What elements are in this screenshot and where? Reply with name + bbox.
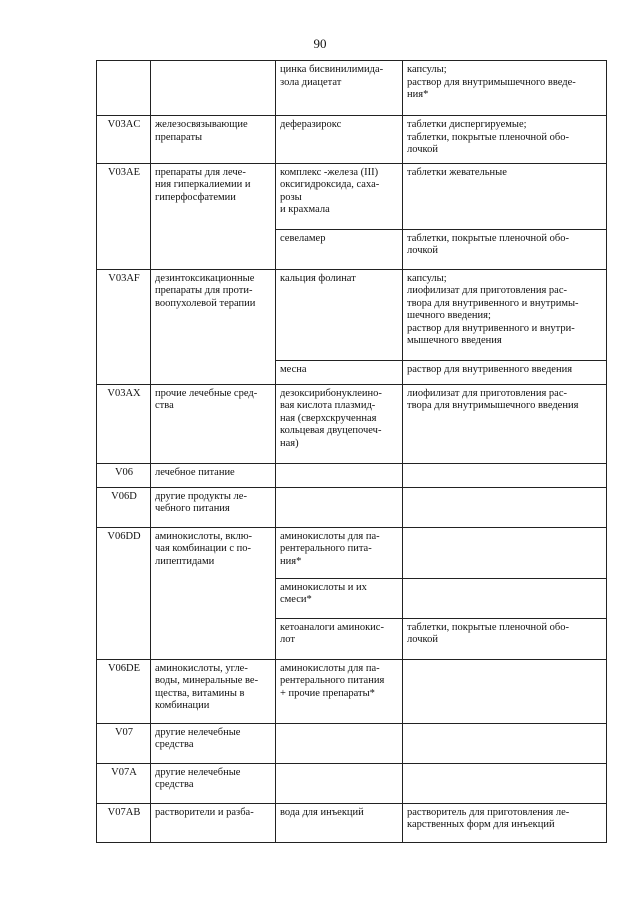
dosage-form-cell [403, 578, 607, 618]
dosage-form-cell [403, 763, 607, 803]
table-row [97, 61, 607, 116]
table-row [97, 723, 607, 763]
drug-name-cell: севеламер [276, 229, 403, 269]
dosage-form-cell: растворитель для приготовления ле- карственных форм для инъекций [403, 803, 607, 842]
atc-code-cell: V06DE [97, 659, 151, 723]
dosage-form-cell: капсулы; раствор для внутримышечного введе- ния* [403, 61, 607, 116]
drug-name-cell: аминокислоты для па- рентерального пита- ния* [276, 527, 403, 578]
table-row [97, 269, 607, 360]
group-cell: аминокислоты, вклю- чая комбинации с по- липептидами [151, 527, 276, 659]
group-cell: аминокислоты, угле- воды, минеральные ве- щества, витамины в комбинации [151, 659, 276, 723]
drug-name-cell: кальция фолинат [276, 269, 403, 360]
drug-name-cell [276, 463, 403, 487]
dosage-form-cell [403, 487, 607, 527]
atc-code-cell: V07A [97, 763, 151, 803]
group-cell: дезинтоксикационные препараты для проти- воопухолевой терапии [151, 269, 276, 384]
atc-code-cell: V07AB [97, 803, 151, 842]
atc-code-cell [97, 61, 151, 116]
atc-code-cell: V07 [97, 723, 151, 763]
drug-name-cell: цинка бисвинилимида- зола диацетат [276, 61, 403, 116]
table-row [97, 163, 607, 229]
drug-name-cell: вода для инъекций [276, 803, 403, 842]
atc-code-cell: V03AX [97, 384, 151, 463]
drug-name-cell: дезоксирибонуклеино- вая кислота плазмид- ная (сверхскрученная кольцевая двуцепочеч- ная) [276, 384, 403, 463]
drug-table [96, 60, 607, 843]
atc-code-cell: V03AF [97, 269, 151, 384]
table-row [97, 116, 607, 164]
table-row [97, 527, 607, 578]
group-cell: другие нелечебные средства [151, 763, 276, 803]
drug-name-cell: деферазирокс [276, 116, 403, 164]
dosage-form-cell: таблетки, покрытые пленочной обо- лочкой [403, 618, 607, 659]
group-cell [151, 61, 276, 116]
dosage-form-cell: капсулы; лиофилизат для приготовления рас- твора для внутривенного и внутримы- шечного введения; раствор для внутривенного и внутри- мышечного введения [403, 269, 607, 360]
drug-name-cell: комплекс -железа (III) оксигидроксида, саха- розы и крахмала [276, 163, 403, 229]
atc-code-cell: V03AC [97, 116, 151, 164]
table-row [97, 384, 607, 463]
drug-name-cell: месна [276, 360, 403, 384]
group-cell: другие нелечебные средства [151, 723, 276, 763]
dosage-form-cell: таблетки, покрытые пленочной обо- лочкой [403, 229, 607, 269]
group-cell: железосвязывающие препараты [151, 116, 276, 164]
drug-name-cell: кетоаналоги аминокис- лот [276, 618, 403, 659]
dosage-form-cell [403, 463, 607, 487]
dosage-form-cell: раствор для внутривенного введения [403, 360, 607, 384]
group-cell: препараты для лече- ния гиперкалиемии и гиперфосфатемии [151, 163, 276, 269]
drug-name-cell: аминокислоты для па- рентерального питания + прочие препараты* [276, 659, 403, 723]
drug-name-cell [276, 487, 403, 527]
dosage-form-cell [403, 659, 607, 723]
dosage-form-cell: лиофилизат для приготовления рас- твора для внутримышечного введения [403, 384, 607, 463]
drug-name-cell [276, 723, 403, 763]
dosage-form-cell [403, 527, 607, 578]
atc-code-cell: V06DD [97, 527, 151, 659]
atc-code-cell: V06 [97, 463, 151, 487]
dosage-form-cell: таблетки жевательные [403, 163, 607, 229]
atc-code-cell: V06D [97, 487, 151, 527]
atc-code-cell: V03AE [97, 163, 151, 269]
group-cell: растворители и разба- [151, 803, 276, 842]
group-cell: лечебное питание [151, 463, 276, 487]
dosage-form-cell: таблетки диспергируемые; таблетки, покрытые пленочной обо- лочкой [403, 116, 607, 164]
table-row [97, 659, 607, 723]
table-row [97, 763, 607, 803]
group-cell: прочие лечебные сред- ства [151, 384, 276, 463]
drug-name-cell: аминокислоты и их смеси* [276, 578, 403, 618]
drug-name-cell [276, 763, 403, 803]
dosage-form-cell [403, 723, 607, 763]
table-row [97, 487, 607, 527]
table-row [97, 803, 607, 842]
table-row [97, 463, 607, 487]
group-cell: другие продукты ле- чебного питания [151, 487, 276, 527]
page-number: 90 [313, 36, 327, 51]
